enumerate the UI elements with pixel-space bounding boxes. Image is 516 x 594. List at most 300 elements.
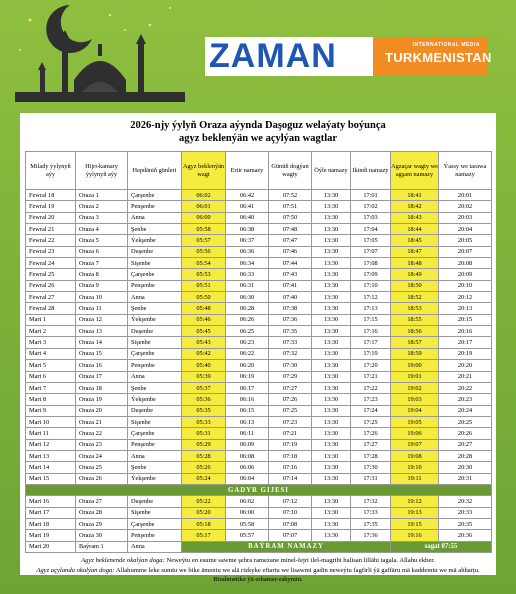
iftar-dua-text: Allahumme leke sumtu we bike ämentu we alä rizkyke eftartu we lisawmi gadin neweýtu fagfirli ýä gaffäru mä kaddemtu we mä ahharțu. Birahmetike ýä erhamer-rahymin. <box>115 566 480 583</box>
header-dhuhr: Öýle namazy <box>312 152 351 190</box>
table-cell: Penşenbe <box>128 439 182 450</box>
table-cell: Duşenbe <box>128 326 182 337</box>
table-cell: 06:01 <box>182 201 226 212</box>
table-cell: 06:13 <box>226 416 269 427</box>
table-cell: 05:56 <box>182 246 226 257</box>
table-cell: Fewral 24 <box>26 258 76 269</box>
table-cell: 18:48 <box>391 258 439 269</box>
table-cell: Oraza 18 <box>76 382 128 393</box>
table-row <box>26 303 492 314</box>
table-cell: 07:25 <box>269 405 312 416</box>
table-cell: 05:57 <box>226 530 269 541</box>
table-cell: 20:05 <box>439 235 492 246</box>
table-cell: Mart 7 <box>26 382 76 393</box>
table-cell: Mart 13 <box>26 450 76 461</box>
table-cell: 13:30 <box>312 496 351 507</box>
table-cell: 20:02 <box>439 201 492 212</box>
table-cell: 05:24 <box>182 473 226 484</box>
table-row <box>26 371 492 382</box>
header-suhoor-time: Agyz beklenýän wagt <box>182 152 226 190</box>
table-cell: Mart 6 <box>26 371 76 382</box>
table-cell: 05:18 <box>182 518 226 529</box>
table-cell: 13:30 <box>312 258 351 269</box>
table-cell: Oraza 19 <box>76 394 128 405</box>
table-cell: 20:25 <box>439 416 492 427</box>
table-cell: 17:25 <box>351 416 391 427</box>
bayram-namazy-time: sagat 07:55 <box>391 541 492 552</box>
table-cell: 17:10 <box>351 280 391 291</box>
table-cell: 17:16 <box>351 326 391 337</box>
table-cell: 13:30 <box>312 405 351 416</box>
table-cell: Oraza 27 <box>76 496 128 507</box>
table-cell: 20:09 <box>439 269 492 280</box>
table-cell: 17:27 <box>351 439 391 450</box>
table-cell: 13:30 <box>312 450 351 461</box>
table-cell: Mart 15 <box>26 473 76 484</box>
table-cell: 05:43 <box>182 337 226 348</box>
table-cell: 20:19 <box>439 348 492 359</box>
table-cell: 18:57 <box>391 337 439 348</box>
table-cell: 13:30 <box>312 190 351 201</box>
table-cell: 07:40 <box>269 292 312 303</box>
table-cell: 07:08 <box>269 518 312 529</box>
table-cell: 20:07 <box>439 246 492 257</box>
table-cell: 20:01 <box>439 190 492 201</box>
table-cell: 13:30 <box>312 348 351 359</box>
table-cell: 18:50 <box>391 280 439 291</box>
table-cell: 13:30 <box>312 439 351 450</box>
table-cell: 13:30 <box>312 235 351 246</box>
table-cell: 05:17 <box>182 530 226 541</box>
table-cell: 07:35 <box>269 326 312 337</box>
table-cell: 19:13 <box>391 507 439 518</box>
table-cell: 17:03 <box>351 212 391 223</box>
gadyr-gijesi-row <box>26 484 492 495</box>
table-cell: Mart 17 <box>26 507 76 518</box>
table-cell: 20:10 <box>439 280 492 291</box>
suhoor-dua <box>25 556 491 566</box>
table-cell: 17:33 <box>351 507 391 518</box>
table-cell: Oraza 30 <box>76 530 128 541</box>
table-cell: Sişenbe <box>128 258 182 269</box>
table-cell: 07:19 <box>269 439 312 450</box>
table-cell: Fewral 28 <box>26 303 76 314</box>
table-cell: 07:23 <box>269 416 312 427</box>
table-cell: Fewral 27 <box>26 292 76 303</box>
table-cell: 06:11 <box>226 428 269 439</box>
table-cell: Mart 19 <box>26 530 76 541</box>
table-cell: 17:07 <box>351 246 391 257</box>
table-cell: 05:40 <box>182 360 226 371</box>
table-cell: 05:29 <box>182 439 226 450</box>
table-cell: 17:19 <box>351 348 391 359</box>
table-cell: Mart 16 <box>26 496 76 507</box>
table-cell: 17:30 <box>351 462 391 473</box>
table-cell: Duşenbe <box>128 405 182 416</box>
table-cell: 05:46 <box>182 314 226 325</box>
table-cell: 07:27 <box>269 382 312 393</box>
table-cell: Oraza 7 <box>76 258 128 269</box>
table-cell: 06:00 <box>182 212 226 223</box>
table-row <box>26 246 492 257</box>
table-cell: 06:34 <box>226 258 269 269</box>
table-cell: Oraza 24 <box>76 450 128 461</box>
table-row <box>26 360 492 371</box>
table-cell: 13:30 <box>312 371 351 382</box>
table-cell: 06:23 <box>226 337 269 348</box>
table-cell: 18:56 <box>391 326 439 337</box>
suhoor-dua-text: Neweýtu en esume sawme şehra ramezane minel-fejri ilel-magribi halisan lillähi tagala. Allahu ekber. <box>166 557 435 564</box>
table-cell: Oraza 5 <box>76 235 128 246</box>
table-cell: 07:16 <box>269 462 312 473</box>
table-cell: 13:30 <box>312 462 351 473</box>
table-cell: 20:36 <box>439 530 492 541</box>
bayram-namazy-label: BAÝRAM NAMAZY <box>182 541 391 552</box>
schedule-title-line1: 2026-njy ýylyň Oraza aýynda Daşoguz welaýaty boýunça <box>130 120 386 131</box>
table-cell: 06:28 <box>226 303 269 314</box>
table-cell: 18:52 <box>391 292 439 303</box>
table-cell: 05:39 <box>182 371 226 382</box>
table-cell: 19:08 <box>391 450 439 461</box>
table-cell: 20:16 <box>439 326 492 337</box>
header-isha-tarawih: Ýassy we tarawa namazy <box>439 152 492 190</box>
table-cell: 17:36 <box>351 530 391 541</box>
table-cell: 18:44 <box>391 224 439 235</box>
table-cell: 20:30 <box>439 462 492 473</box>
bayram-body <box>26 541 492 552</box>
gadyr-gijesi-label: GADYR GIJESI <box>26 484 492 495</box>
table-cell: Ýekşenbe <box>128 314 182 325</box>
table-cell: 05:58 <box>226 518 269 529</box>
schedule-table <box>25 151 492 553</box>
table-cell: 07:36 <box>269 314 312 325</box>
table-cell: 06:09 <box>226 439 269 450</box>
table-cell: 19:03 <box>391 394 439 405</box>
table-cell: Mart 3 <box>26 337 76 348</box>
schedule-title-line2: agyz beklenýän we açylýan wagtlar <box>178 133 338 144</box>
table-cell: Fewral 25 <box>26 269 76 280</box>
bayram-row <box>26 541 492 552</box>
table-cell: 18:49 <box>391 269 439 280</box>
table-cell: 13:30 <box>312 382 351 393</box>
table-cell: 05:58 <box>182 224 226 235</box>
table-cell: 06:19 <box>226 371 269 382</box>
table-cell: 13:30 <box>312 530 351 541</box>
table-cell: 07:50 <box>269 212 312 223</box>
table-cell: Oraza 21 <box>76 416 128 427</box>
table-cell: 19:15 <box>391 518 439 529</box>
table-cell: 06:41 <box>226 201 269 212</box>
table-row <box>26 405 492 416</box>
table-cell: 20:24 <box>439 405 492 416</box>
table-cell: 05:28 <box>182 450 226 461</box>
table-cell: Anna <box>128 541 182 552</box>
table-cell: 06:38 <box>226 224 269 235</box>
table-cell: Fewral 26 <box>26 280 76 291</box>
table-cell: 05:26 <box>182 462 226 473</box>
table-cell: Oraza 14 <box>76 337 128 348</box>
header-asr: Ikindi namazy <box>351 152 391 190</box>
table-cell: 20:17 <box>439 337 492 348</box>
table-cell: 07:32 <box>269 348 312 359</box>
table-cell: Çarşenbe <box>128 348 182 359</box>
table-cell: 06:17 <box>226 382 269 393</box>
table-cell: 13:30 <box>312 416 351 427</box>
table-row <box>26 224 492 235</box>
table-row <box>26 212 492 223</box>
iftar-dua <box>25 566 491 585</box>
table-cell: 06:26 <box>226 314 269 325</box>
table-cell: 06:06 <box>226 462 269 473</box>
table-row <box>26 450 492 461</box>
table-cell: 06:36 <box>226 246 269 257</box>
table-cell: 18:42 <box>391 201 439 212</box>
table-cell: 07:30 <box>269 360 312 371</box>
table-cell: 20:26 <box>439 428 492 439</box>
table-row <box>26 439 492 450</box>
table-cell: Şenbe <box>128 382 182 393</box>
table-cell: 05:45 <box>182 326 226 337</box>
table-row <box>26 496 492 507</box>
header-sunrise: Günüň dogýan wagty <box>269 152 312 190</box>
table-cell: 17:05 <box>351 235 391 246</box>
table-row <box>26 269 492 280</box>
table-cell: 05:54 <box>182 258 226 269</box>
table-row <box>26 416 492 427</box>
table-cell: 17:26 <box>351 428 391 439</box>
table-cell: 07:10 <box>269 507 312 518</box>
table-cell: 05:48 <box>182 303 226 314</box>
table-header-row <box>26 152 492 190</box>
table-cell: 07:52 <box>269 190 312 201</box>
table-row <box>26 462 492 473</box>
table-cell: 13:30 <box>312 280 351 291</box>
table-cell: Sişenbe <box>128 337 182 348</box>
table-cell: Oraza 10 <box>76 292 128 303</box>
table-cell: Mart 12 <box>26 439 76 450</box>
table-cell: 05:31 <box>182 428 226 439</box>
table-row <box>26 337 492 348</box>
table-cell: Penşenbe <box>128 360 182 371</box>
table-cell: 06:31 <box>226 280 269 291</box>
table-cell: Çarşenbe <box>128 269 182 280</box>
table-cell: 06:02 <box>182 190 226 201</box>
table-cell: Fewral 23 <box>26 246 76 257</box>
table-cell: 13:30 <box>312 292 351 303</box>
table-cell: 20:08 <box>439 258 492 269</box>
table-cell: 17:32 <box>351 496 391 507</box>
table-cell: 20:22 <box>439 382 492 393</box>
table-cell: 07:33 <box>269 337 312 348</box>
table-cell: 19:01 <box>391 371 439 382</box>
table-cell: 18:59 <box>391 348 439 359</box>
table-cell: 19:07 <box>391 439 439 450</box>
table-cell: 17:17 <box>351 337 391 348</box>
table-cell: 05:33 <box>182 416 226 427</box>
table-cell: 07:14 <box>269 473 312 484</box>
table-cell: Şenbe <box>128 224 182 235</box>
table-cell: Çarşenbe <box>128 518 182 529</box>
table-cell: Oraza 26 <box>76 473 128 484</box>
table-cell: Mart 2 <box>26 326 76 337</box>
table-cell: 20:28 <box>439 450 492 461</box>
table-cell: 17:12 <box>351 292 391 303</box>
logo-turkmenistan-block <box>373 37 492 76</box>
zaman-turkmenistan-logo <box>205 37 492 76</box>
table-cell: Mart 9 <box>26 405 76 416</box>
table-cell: Oraza 2 <box>76 201 128 212</box>
table-cell: 20:20 <box>439 360 492 371</box>
table-cell: Oraza 20 <box>76 405 128 416</box>
table-cell: 20:03 <box>439 212 492 223</box>
table-cell: Oraza 15 <box>76 348 128 359</box>
table-cell: 17:13 <box>351 303 391 314</box>
table-cell: Fewral 18 <box>26 190 76 201</box>
table-cell: Oraza 28 <box>76 507 128 518</box>
table-cell: 13:30 <box>312 326 351 337</box>
table-cell: 13:30 <box>312 337 351 348</box>
table-cell: Oraza 23 <box>76 439 128 450</box>
table-cell: 07:41 <box>269 280 312 291</box>
table-cell: Oraza 25 <box>76 462 128 473</box>
table-cell: Anna <box>128 292 182 303</box>
table-cell: 06:08 <box>226 450 269 461</box>
table-cell: 06:00 <box>226 507 269 518</box>
table-row <box>26 326 492 337</box>
table-cell: Şenbe <box>128 303 182 314</box>
table-cell: Anna <box>128 212 182 223</box>
table-cell: Oraza 8 <box>76 269 128 280</box>
table-cell: 13:30 <box>312 428 351 439</box>
table-cell: 17:22 <box>351 382 391 393</box>
table-cell: 18:43 <box>391 212 439 223</box>
table-cell: 20:27 <box>439 439 492 450</box>
table-cell: 06:22 <box>226 348 269 359</box>
table-cell: Mart 14 <box>26 462 76 473</box>
table-cell: 17:21 <box>351 371 391 382</box>
table-cell: 20:33 <box>439 507 492 518</box>
table-cell: Oraza 11 <box>76 303 128 314</box>
schedule-body-final <box>26 496 492 541</box>
table-cell: 07:43 <box>269 269 312 280</box>
table-cell: 07:46 <box>269 246 312 257</box>
table-row <box>26 190 492 201</box>
table-row <box>26 530 492 541</box>
table-cell: 07:29 <box>269 371 312 382</box>
table-row <box>26 348 492 359</box>
table-cell: 07:48 <box>269 224 312 235</box>
table-row <box>26 292 492 303</box>
table-cell: Çarşenbe <box>128 428 182 439</box>
table-cell: Oraza 6 <box>76 246 128 257</box>
table-cell: 06:02 <box>226 496 269 507</box>
table-cell: 20:15 <box>439 314 492 325</box>
table-cell: 13:30 <box>312 473 351 484</box>
table-cell: 06:42 <box>226 190 269 201</box>
table-cell: 05:36 <box>182 394 226 405</box>
table-cell: 13:30 <box>312 269 351 280</box>
table-cell: Mart 20 <box>26 541 76 552</box>
header-weekday: Hepdäniň günleri <box>128 152 182 190</box>
table-cell: Mart 4 <box>26 348 76 359</box>
table-cell: Oraza 1 <box>76 190 128 201</box>
table-cell: 17:28 <box>351 450 391 461</box>
table-cell: 05:37 <box>182 382 226 393</box>
table-cell: Mart 5 <box>26 360 76 371</box>
table-cell: Ýekşenbe <box>128 235 182 246</box>
table-cell: 19:16 <box>391 530 439 541</box>
table-cell: Mart 18 <box>26 518 76 529</box>
table-cell: Ýekşenbe <box>128 473 182 484</box>
table-row <box>26 201 492 212</box>
table-cell: Fewral 22 <box>26 235 76 246</box>
table-cell: 18:55 <box>391 314 439 325</box>
table-cell: 17:15 <box>351 314 391 325</box>
table-cell: 06:33 <box>226 269 269 280</box>
table-cell: Ýekşenbe <box>128 394 182 405</box>
table-cell: 07:51 <box>269 201 312 212</box>
table-cell: 20:21 <box>439 371 492 382</box>
table-cell: 19:10 <box>391 462 439 473</box>
table-cell: 17:35 <box>351 518 391 529</box>
prayer-notes <box>25 556 491 585</box>
gadyr-band-body <box>26 484 492 495</box>
table-cell: 19:12 <box>391 496 439 507</box>
table-cell: Mart 11 <box>26 428 76 439</box>
table-cell: 17:08 <box>351 258 391 269</box>
table-cell: 20:31 <box>439 473 492 484</box>
table-cell: 18:41 <box>391 190 439 201</box>
table-cell: 17:31 <box>351 473 391 484</box>
table-cell: Fewral 20 <box>26 212 76 223</box>
schedule-panel <box>20 113 496 583</box>
table-row <box>26 507 492 518</box>
table-cell: 19:00 <box>391 360 439 371</box>
table-cell: 07:12 <box>269 496 312 507</box>
table-row <box>26 382 492 393</box>
mosque-crescent-illustration <box>0 0 200 110</box>
table-cell: 06:15 <box>226 405 269 416</box>
logo-caption: INTERNATIONAL MEDIA <box>412 42 480 48</box>
table-cell: 18:53 <box>391 303 439 314</box>
table-cell: 18:45 <box>391 235 439 246</box>
table-cell: 06:04 <box>226 473 269 484</box>
table-cell: 20:23 <box>439 394 492 405</box>
table-cell: 17:20 <box>351 360 391 371</box>
table-cell: 13:30 <box>312 246 351 257</box>
table-cell: Sişenbe <box>128 416 182 427</box>
table-cell: Oraza 12 <box>76 314 128 325</box>
table-cell: 19:04 <box>391 405 439 416</box>
table-cell: 17:23 <box>351 394 391 405</box>
table-cell: Oraza 29 <box>76 518 128 529</box>
header-iftar-maghrib: Agzaçar wagty we agşam namazy <box>391 152 439 190</box>
table-cell: 13:30 <box>312 303 351 314</box>
table-cell: 17:02 <box>351 201 391 212</box>
table-cell: Oraza 3 <box>76 212 128 223</box>
table-cell: Oraza 4 <box>76 224 128 235</box>
table-cell: Sişenbe <box>128 507 182 518</box>
table-cell: 19:05 <box>391 416 439 427</box>
iftar-dua-label: Agyz açylanda okalýan doga: <box>36 566 115 574</box>
table-cell: 20:13 <box>439 303 492 314</box>
table-cell: Duşenbe <box>128 246 182 257</box>
table-row <box>26 235 492 246</box>
table-row <box>26 428 492 439</box>
header-gregorian-month: Milady ýylynyň aýy <box>26 152 76 190</box>
table-row <box>26 314 492 325</box>
table-row <box>26 258 492 269</box>
